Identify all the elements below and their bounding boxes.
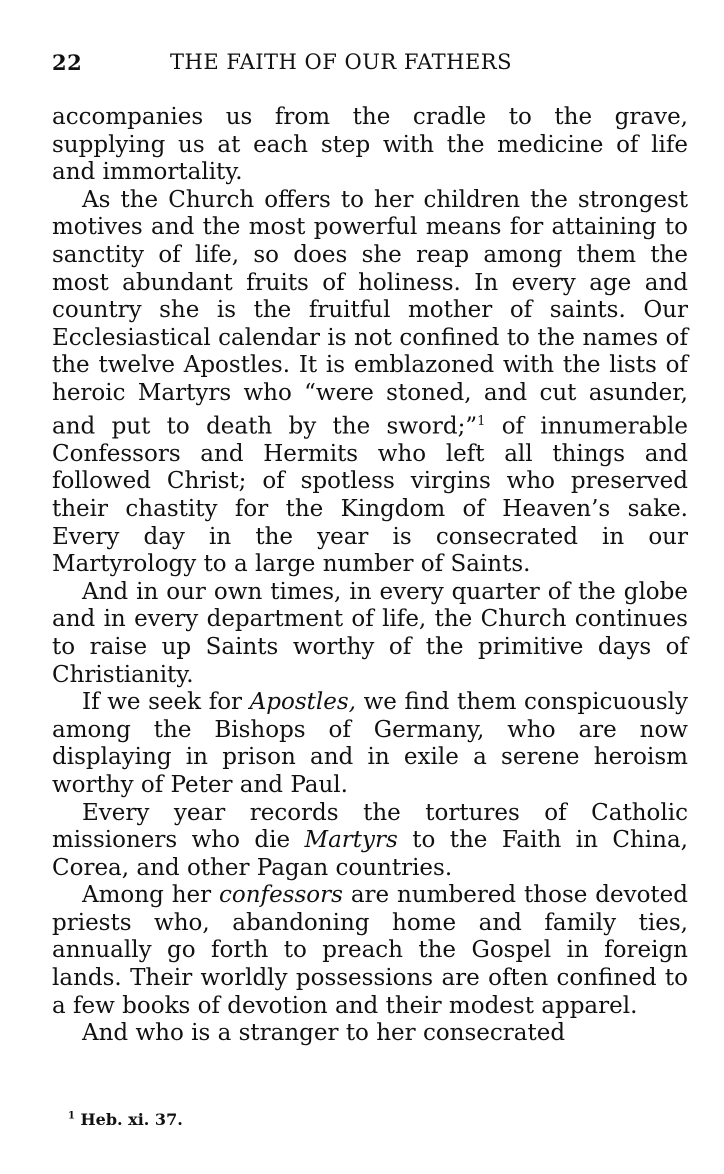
italic-term: Apostles, [249,689,356,716]
footnote-marker: 1 [68,1110,75,1122]
paragraph [52,579,688,689]
text-run: And in our own times, in every quarter of the globe and in every department of life, the Church continues to raise up Saints worthy of the primitive days of Christianity. [52,578,688,688]
running-title: THE FAITH OF OUR FATHERS [170,50,513,74]
text-run: If we seek for [82,689,250,716]
paragraph [52,882,688,1020]
footnote [68,1110,183,1129]
italic-term: confessors [219,882,343,909]
text-run: we find them conspicuously among the Bishops of Germany, who are now displaying in prison and in exile a serene heroism worthy of Peter and Paul. [52,689,688,798]
text-run: Among her [82,882,220,909]
body-text [52,104,688,1048]
paragraph [52,104,688,187]
footnote-text: Heb. xi. 37. [80,1110,183,1129]
text-run: And who is a stranger to her consecrated [82,1020,566,1047]
page-header [52,50,692,80]
text-run: As the Church offers to her children the strongest motives and the most powerful means for attaining to sanctity of life, so does she reap among them the most abundant fruits of holiness. In every age and country she is the fruitful mother of saints. Our Ecclesiastical calendar is not confined to the names of the twelve Apostles. It is emblazoned with the lists of heroic Martyrs who “were stoned, and cut asunder, and put to death by the sword;” [52,186,688,440]
footnote-reference: 1 [477,413,486,429]
paragraph [52,689,688,799]
text-run: Every year records the tortures of Catholic missioners who die [52,799,688,854]
text-run: are numbered those devoted priests who, abandoning home and family ties, annually go forth to preach the Gospel in foreign lands. Their worldly possessions are often confined to a few books of devotion and their modest apparel. [52,882,689,1019]
text-run: to the Faith in China, Corea, and other Pagan countries. [52,827,688,881]
paragraph [52,187,688,579]
text-run: accompanies us from the cradle to the grave, supplying us at each step with the medicine of life and immortality. [52,104,688,186]
italic-term: Martyrs [304,827,398,854]
paragraph [52,1020,688,1048]
paragraph [52,800,688,883]
page-number: 22 [52,50,83,75]
text-run: of innumerable Confessors and Hermits who left all things and followed Christ; of spotless virgins who preserved their chastity for the Kingdom of Heaven’s sake. Every day in the year is consecrated in our Martyrology to a large number of Saints. [52,413,688,578]
